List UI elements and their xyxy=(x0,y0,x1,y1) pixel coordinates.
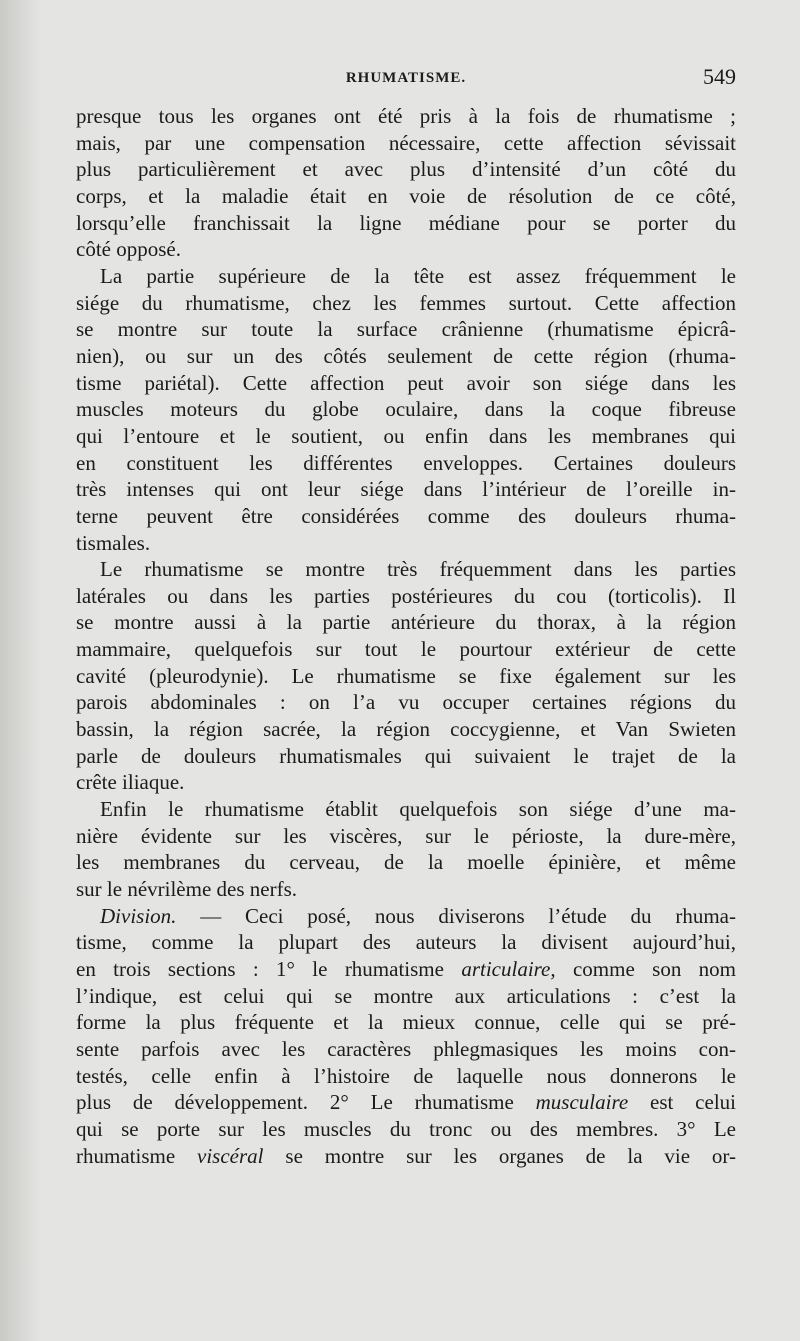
text-line: en constituent les différentes enveloppes. Certaines douleurs xyxy=(76,450,736,475)
text-line: tismales. xyxy=(76,530,151,555)
page-header xyxy=(76,62,736,96)
text-line: plus particulièrement et avec plus d’intensité d’un côté du xyxy=(76,157,736,182)
paragraph-3 xyxy=(76,556,736,796)
page-body xyxy=(76,103,736,1169)
text-line xyxy=(76,1089,736,1116)
running-title: RHUMATISME. xyxy=(345,70,467,86)
text-line: se montre sur toute la surface crânienne (rhumatisme épicrâ- xyxy=(76,317,736,342)
text-run: plus de développement. 2° Le rhumatisme xyxy=(76,1090,536,1115)
text-line: forme la plus fréquente et la mieux connue, celle qui se pré- xyxy=(76,1010,736,1035)
text-run: se montre sur les organes de la vie or- xyxy=(263,1143,736,1168)
text-line: parois abdominales : on l’a vu occuper certaines régions du xyxy=(76,690,736,715)
text-line: presque tous les organes ont été pris à la fois de rhumatisme ; xyxy=(76,104,736,128)
text-line: très intenses qui ont leur siége dans l’intérieur de l’oreille in- xyxy=(76,477,736,502)
text-line: l’indique, est celui qui se montre aux articulations : c’est la xyxy=(76,983,736,1008)
text-line: côté opposé. xyxy=(76,237,181,262)
page-binding-shadow xyxy=(0,0,40,1341)
text-line: siége du rhumatisme, chez les femmes surtout. Cette affection xyxy=(76,290,736,315)
text-line: nière évidente sur les viscères, sur le périoste, la dure-mère, xyxy=(76,823,736,848)
text-line: sur le névrilème des nerfs. xyxy=(76,877,298,902)
text-line: Le rhumatisme se montre très fréquemment dans les parties xyxy=(100,557,736,582)
text-run: rhumatisme xyxy=(76,1143,198,1168)
text-line: se montre aussi à la partie antérieure du thorax, à la région xyxy=(76,610,736,635)
text-line: qui se porte sur les muscles du tronc ou des membres. 3° Le xyxy=(76,1116,736,1141)
text-line: Enfin le rhumatisme établit quelquefois son siége d’une ma- xyxy=(100,797,736,822)
text-line: La partie supérieure de la tête est assez fréquemment le xyxy=(100,263,736,288)
text-line: sente parfois avec les caractères phlegmasiques les moins con- xyxy=(76,1036,736,1061)
text-line xyxy=(76,903,736,930)
text-line: bassin, la région sacrée, la région coccygienne, et Van Swieten xyxy=(76,717,736,742)
text-line: nien), ou sur un des côtés seulement de cette région (rhuma- xyxy=(76,343,736,368)
text-run: — Ceci posé, nous diviserons l’étude du rhuma- xyxy=(176,903,736,928)
text-run: en trois sections : 1° le rhumatisme xyxy=(76,957,462,981)
paragraph-1 xyxy=(76,103,736,263)
text-line: testés, celle enfin à l’histoire de laquelle nous donnerons le xyxy=(76,1063,736,1088)
text-line: les membranes du cerveau, de la moelle épinière, et même xyxy=(76,850,736,875)
paragraph-2 xyxy=(76,263,736,556)
text-line: parle de douleurs rhumatismales qui suivaient le trajet de la xyxy=(76,743,736,768)
text-line: mammaire, quelquefois sur tout le pourtour extérieur de cette xyxy=(76,637,736,662)
italic-term: articulaire, xyxy=(461,957,556,981)
paragraph-division xyxy=(76,903,736,1170)
text-line xyxy=(76,1143,736,1170)
text-line xyxy=(76,956,736,983)
page-number: 549 xyxy=(703,64,736,89)
text-line: crête iliaque. xyxy=(76,770,185,795)
italic-term: viscéral xyxy=(197,1143,264,1168)
italic-term: musculaire xyxy=(535,1090,629,1115)
text-line: latérales ou dans les parties postérieures du cou (torticolis). Il xyxy=(76,583,736,608)
text-line: terne peuvent être considérées comme des douleurs rhuma- xyxy=(76,503,736,528)
text-line: corps, et la maladie était en voie de résolution de ce côté, xyxy=(76,183,736,208)
text-line: qui l’entoure et le soutient, ou enfin dans les membranes qui xyxy=(76,423,736,448)
text-line: cavité (pleurodynie). Le rhumatisme se fixe également sur les xyxy=(76,663,736,688)
text-run: comme son nom xyxy=(555,957,737,981)
paragraph-4 xyxy=(76,796,736,903)
text-line: lorsqu’elle franchissait la ligne médiane pour se porter du xyxy=(76,210,736,235)
text-line: muscles moteurs du globe oculaire, dans la coque fibreuse xyxy=(76,397,736,422)
division-heading: Division. xyxy=(100,903,177,928)
text-line: mais, par une compensation nécessaire, cette affection sévissait xyxy=(76,130,736,155)
text-run: est celui xyxy=(628,1090,736,1115)
text-line: tisme, comme la plupart des auteurs la divisent aujourd’hui, xyxy=(76,930,736,955)
text-line: tisme pariétal). Cette affection peut avoir son siége dans les xyxy=(76,370,736,395)
